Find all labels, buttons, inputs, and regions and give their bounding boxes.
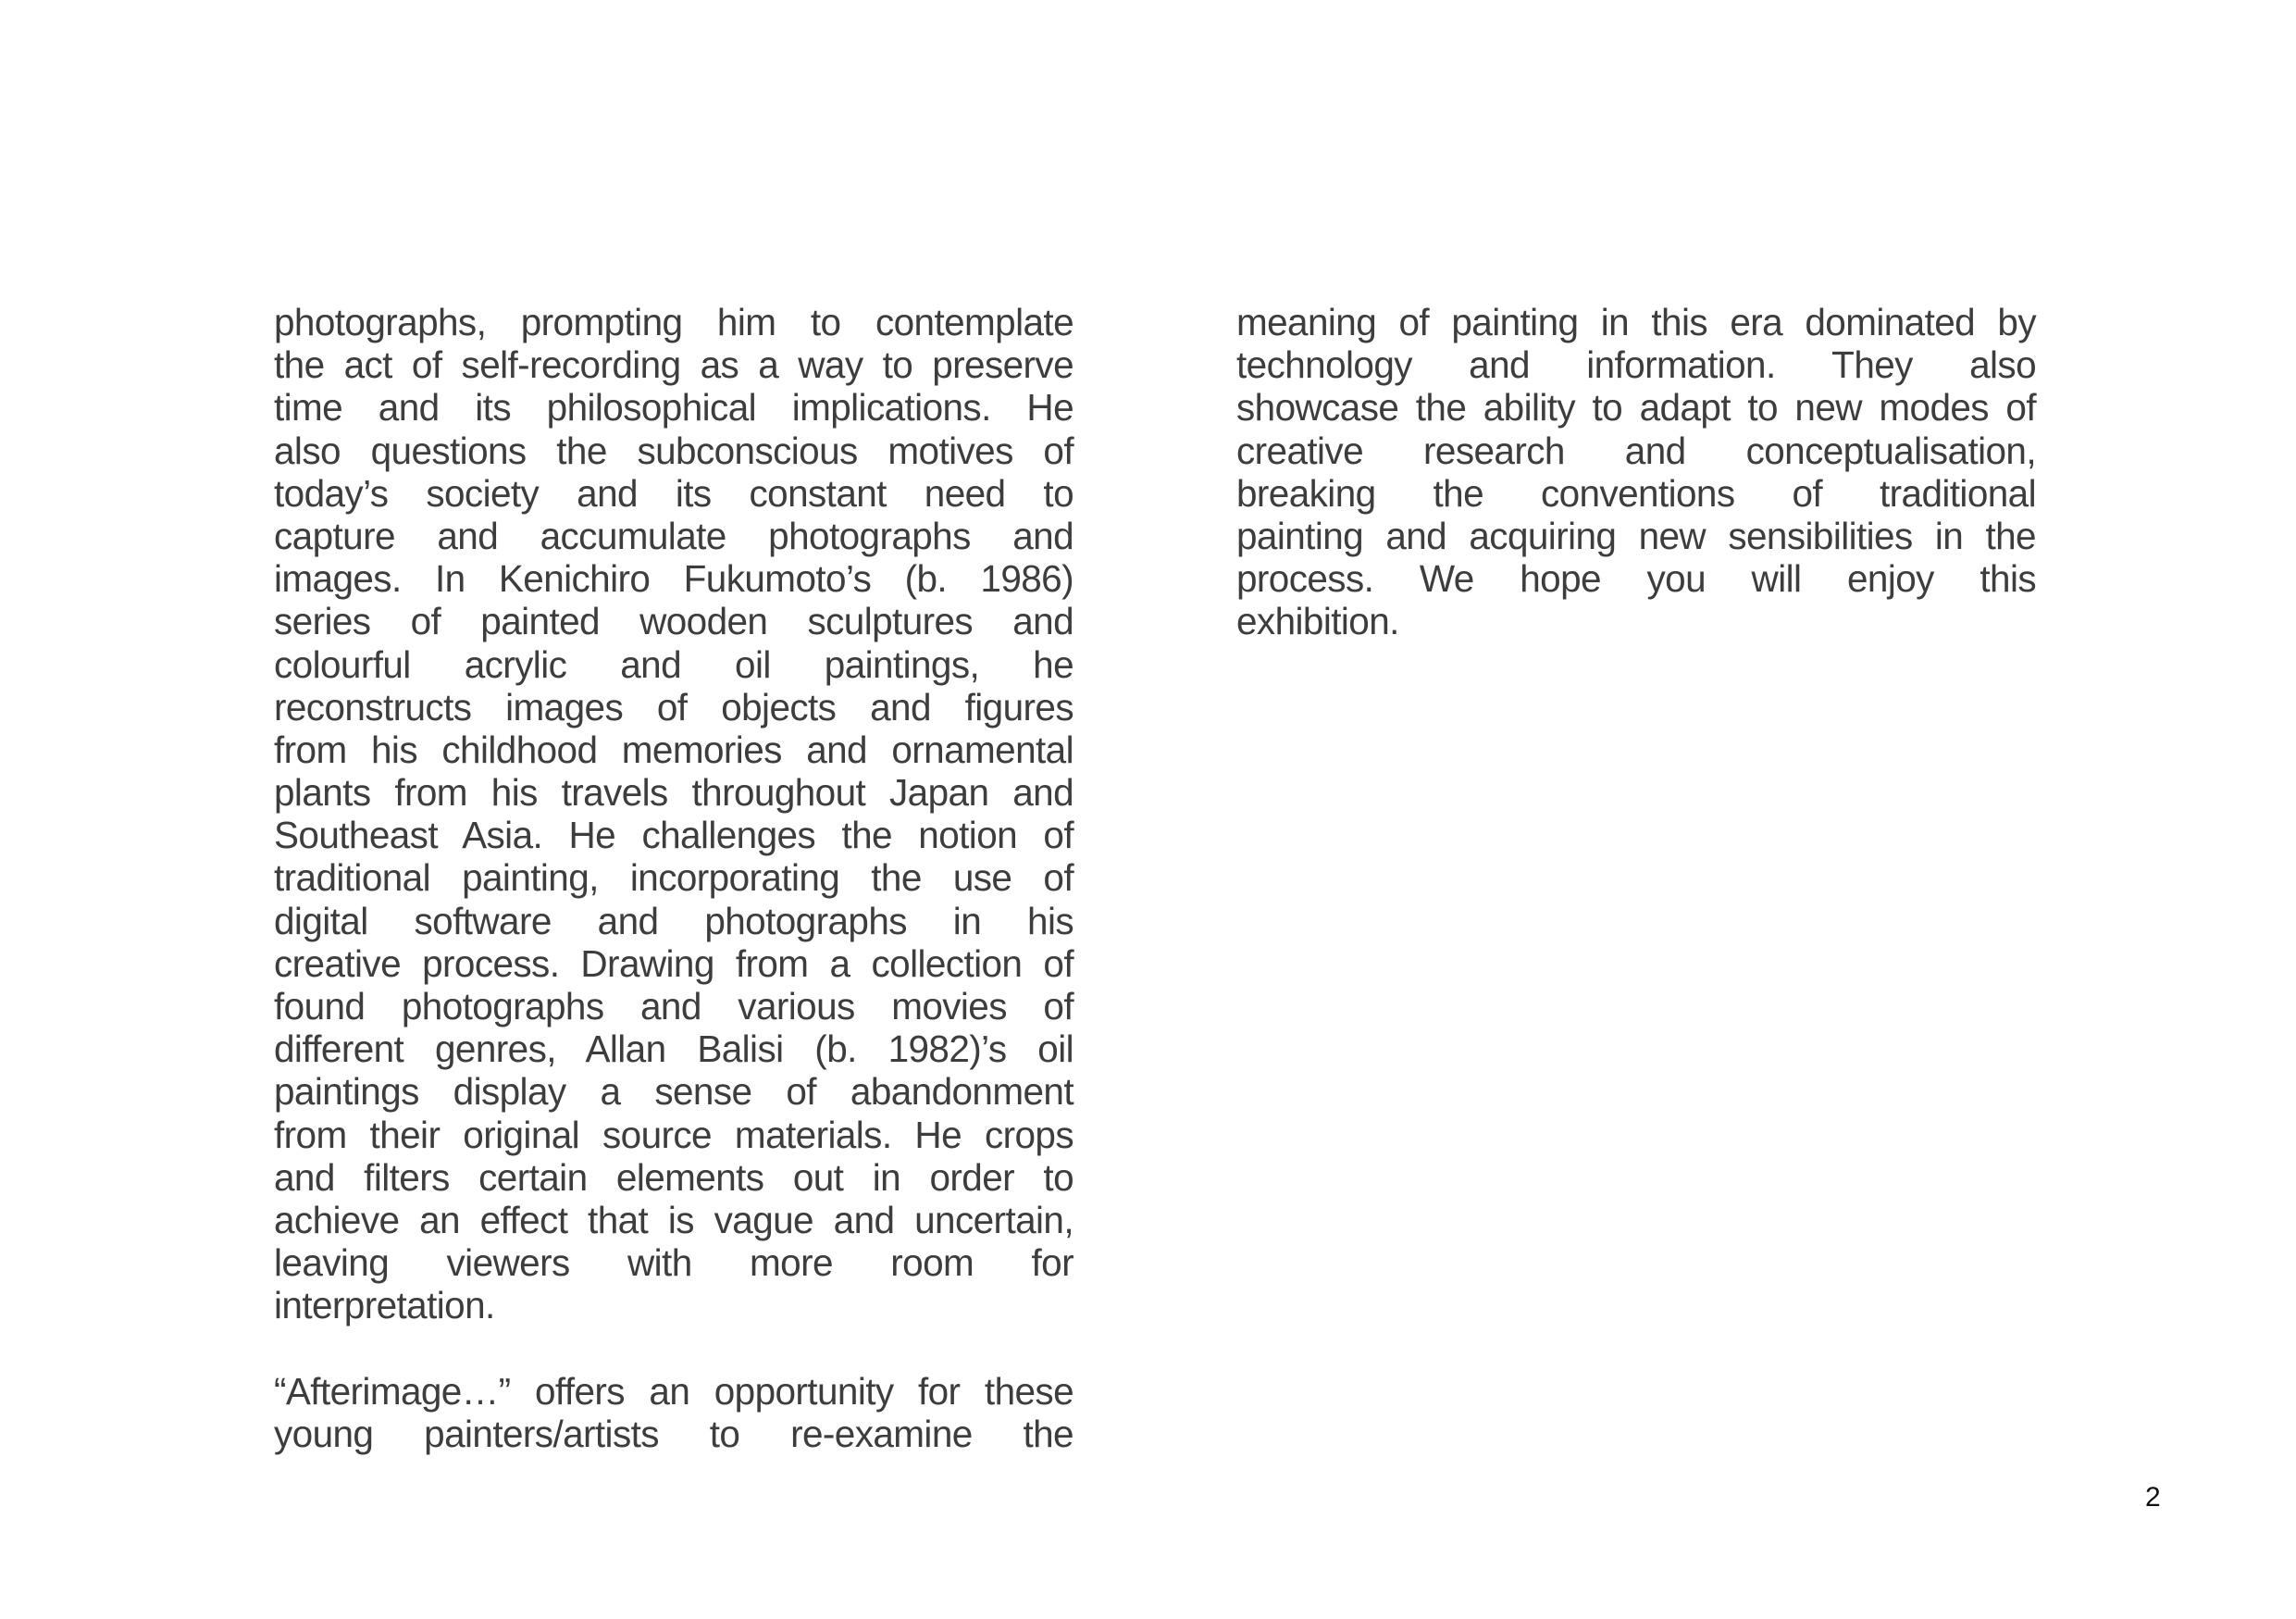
text-line: young painters/artists to re-examine the	[274, 1412, 1074, 1455]
text-line: exhibition.	[1236, 600, 1399, 643]
text-line: images. In Kenichiro Fukumoto’s (b. 1986)	[274, 557, 1074, 601]
text-line: plants from his travels throughout Japan and	[274, 771, 1074, 815]
text-line: photographs, prompting him to contemplate	[274, 301, 1074, 343]
text-line: meaning of painting in this era dominated by	[1236, 301, 2036, 343]
text-line: capture and accumulate photographs and	[274, 514, 1074, 557]
text-line: colourful acrylic and oil paintings, he	[274, 642, 1074, 686]
text-line: series of painted wooden sculptures and	[274, 600, 1074, 643]
text-line: paintings display a sense of abandonment	[274, 1070, 1074, 1114]
text-line: digital software and photographs in his	[274, 899, 1074, 942]
text-line: reconstructs images of objects and figures	[274, 685, 1074, 729]
text-line: today’s society and its constant need to	[274, 471, 1074, 515]
text-line: breaking the conventions of traditional	[1236, 471, 2036, 515]
page-number: 2	[2145, 1482, 2161, 1513]
text-line: creative research and conceptualisation,	[1236, 429, 2036, 472]
paragraph-spacer	[274, 1327, 1074, 1370]
text-line: showcase the ability to adapt to new modes of	[1236, 386, 2036, 430]
text-line: found photographs and various movies of	[274, 985, 1074, 1027]
text-line: “Afterimage…” offers an opportunity for these	[274, 1369, 1074, 1413]
text-line: different genres, Allan Balisi (b. 1982)’s oil	[274, 1027, 1074, 1071]
right-text-column	[1236, 301, 2036, 643]
text-line: leaving viewers with more room for	[274, 1241, 1074, 1285]
text-line: interpretation.	[274, 1284, 495, 1327]
text-line: technology and information. They also	[1236, 343, 2036, 387]
text-line: also questions the subconscious motives of	[274, 429, 1074, 472]
text-line: Southeast Asia. He challenges the notion of	[274, 814, 1074, 857]
text-line: the act of self-recording as a way to preserve	[274, 343, 1074, 387]
paragraph-afterimage-continued	[1236, 301, 2036, 643]
text-line: from their original source materials. He crops	[274, 1113, 1074, 1156]
paragraph-afterimage-intro	[274, 1370, 1074, 1455]
paragraph-artists-description	[274, 301, 1074, 1327]
text-line: process. We hope you will enjoy this	[1236, 557, 2036, 601]
text-line: time and its philosophical implications. He	[274, 386, 1074, 430]
left-text-column	[274, 301, 1074, 1455]
text-line: and filters certain elements out in order to	[274, 1155, 1074, 1199]
text-line: achieve an effect that is vague and uncertain,	[274, 1198, 1074, 1241]
text-line: painting and acquiring new sensibilities in the	[1236, 514, 2036, 557]
text-line: from his childhood memories and ornamental	[274, 728, 1074, 771]
text-line: creative process. Drawing from a collection of	[274, 941, 1074, 985]
text-line: traditional painting, incorporating the use of	[274, 856, 1074, 900]
